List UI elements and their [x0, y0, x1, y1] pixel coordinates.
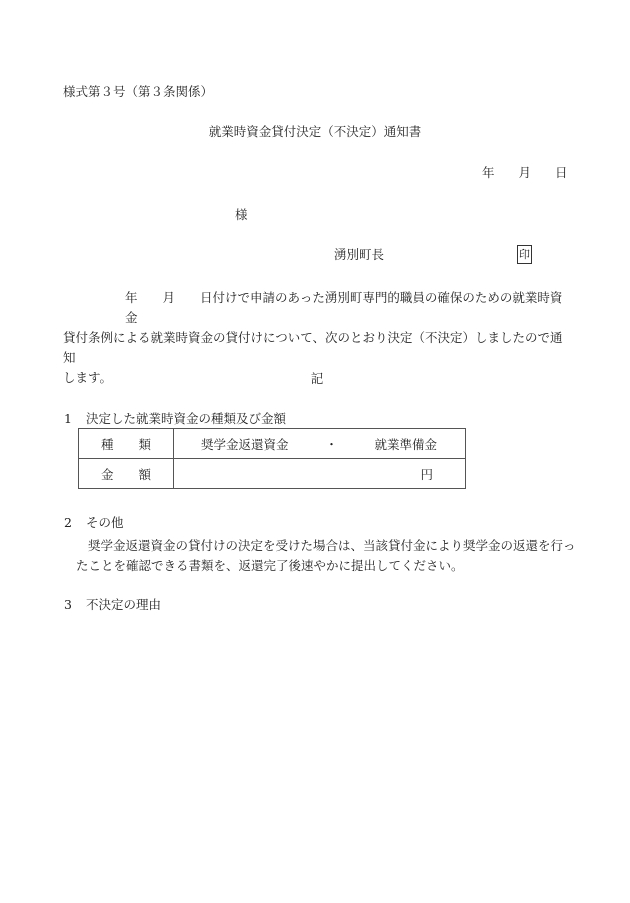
section-1-title: 決定した就業時資金の種類及び金額	[86, 411, 287, 426]
section-3-title: 不決定の理由	[86, 597, 162, 612]
body-line-3: します。	[63, 370, 113, 385]
section-2-line-2: たことを確認できる書類を、返還完了後速やかに提出してください。	[76, 558, 464, 573]
body-line-2: 貸付条例による就業時資金の貸付けについて、次のとおり決定（不決定）しましたので通知	[63, 330, 563, 365]
date-day: 日	[555, 165, 568, 180]
kind-label: 種 類	[79, 429, 174, 459]
amount-label: 金 額	[79, 459, 174, 489]
date-month: 月	[518, 165, 532, 180]
seal-box: 印	[517, 245, 532, 264]
section-2-text	[64, 536, 576, 576]
body-line-1: 年 月 日付けで申請のあった湧別町専門的職員の確保のための就業時資金	[125, 290, 563, 325]
section-2-line-1: 奨学金返還資金の貸付けの決定を受けた場合は、当該貸付金により奨学金の返還を行っ	[88, 538, 576, 553]
table-row	[79, 459, 466, 489]
ki-heading: 記	[310, 371, 324, 386]
date-year: 年	[482, 165, 495, 180]
section-3-heading	[64, 599, 161, 612]
kind-option-repayment: 奨学金返還資金	[201, 436, 289, 452]
section-1-heading	[64, 413, 286, 426]
section-2-number: 2	[64, 515, 72, 530]
issuer-name: 湧別町長	[334, 247, 385, 262]
date-line	[482, 167, 568, 180]
funding-table	[78, 428, 466, 489]
amount-value: 円	[174, 459, 466, 489]
section-1-number: 1	[64, 411, 72, 426]
addressee-suffix: 様	[235, 207, 248, 222]
section-2-title: その他	[86, 515, 124, 530]
kind-option-preparation: 就業準備金	[374, 436, 437, 452]
kind-separator: ・	[325, 436, 338, 452]
section-2-heading	[64, 517, 124, 530]
section-3-number: 3	[64, 597, 72, 612]
form-number: 様式第３号（第３条関係）	[63, 84, 214, 99]
kind-value	[174, 429, 466, 459]
document-title: 就業時資金貸付決定（不決定）通知書	[208, 124, 422, 139]
table-row	[79, 429, 466, 459]
